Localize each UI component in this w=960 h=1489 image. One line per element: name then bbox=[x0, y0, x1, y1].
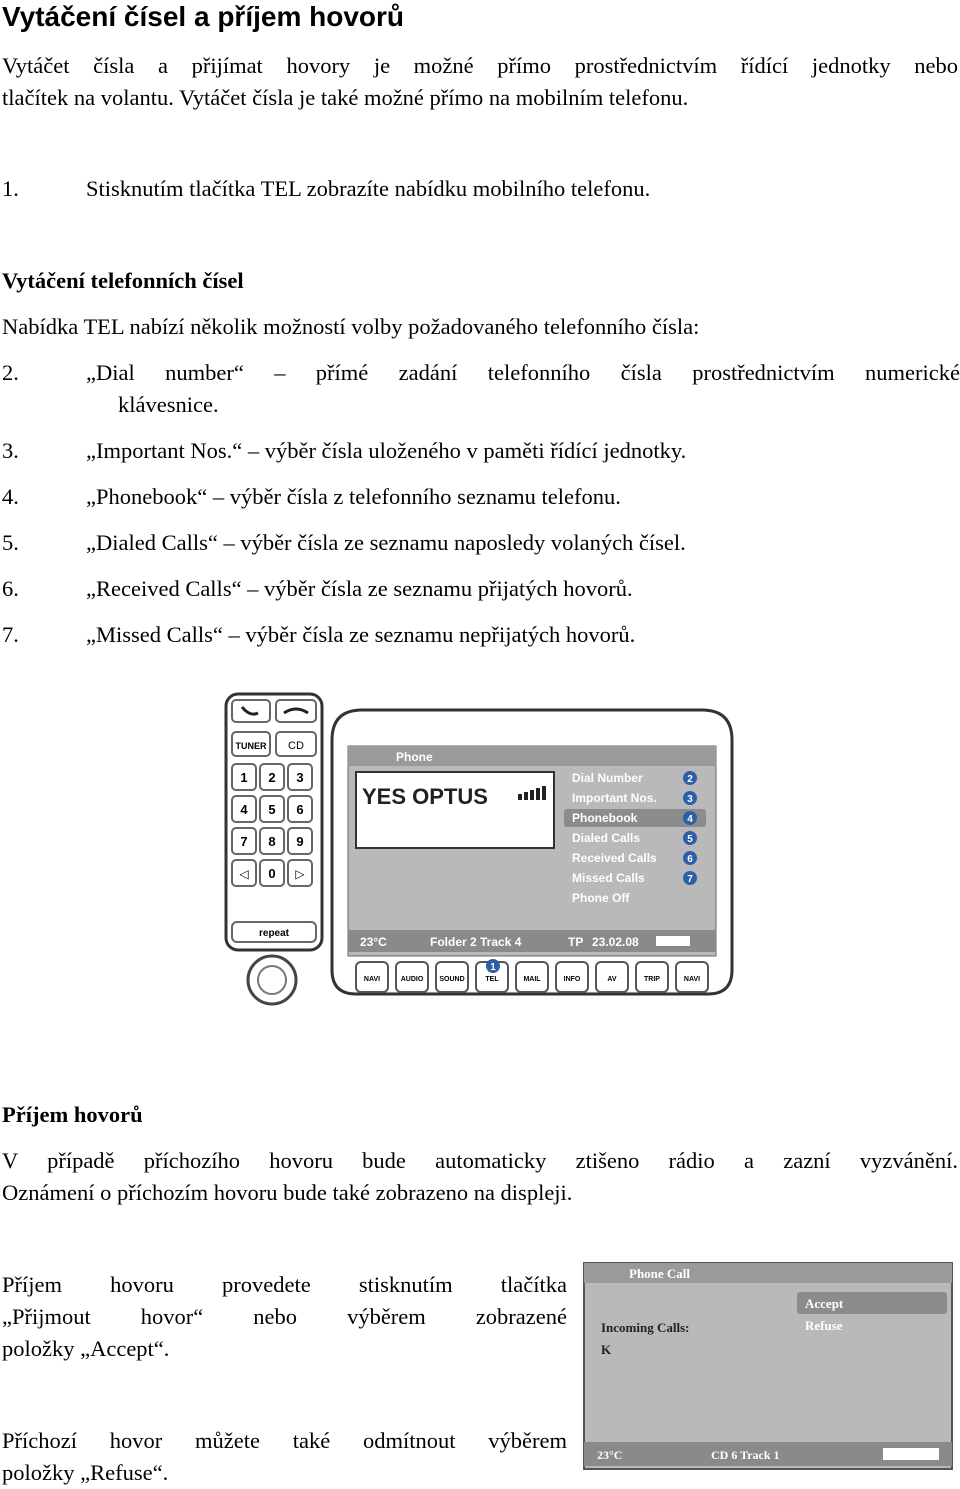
option-number: 2. bbox=[2, 360, 19, 385]
refuse-option[interactable]: Refuse bbox=[805, 1318, 843, 1333]
status-track: Folder 2 Track 4 bbox=[430, 935, 522, 949]
caller-name: K bbox=[601, 1342, 612, 1357]
option-number: 5. bbox=[2, 530, 19, 555]
option-text: „Received Calls“ – výběr čísla ze seznamu přijatých hovorů. bbox=[86, 576, 633, 601]
hardware-button-label: SOUND bbox=[439, 976, 465, 983]
volume-down-icon: ◁ bbox=[239, 867, 249, 881]
incoming-call-screen bbox=[583, 1262, 953, 1475]
control-unit-svg bbox=[220, 690, 740, 1010]
option-text bbox=[86, 357, 960, 421]
menu-badge-number: 6 bbox=[687, 854, 693, 865]
option-text-line: klávesnice. bbox=[118, 392, 219, 417]
hangup-key[interactable] bbox=[276, 700, 316, 722]
hardware-button-label: AUDIO bbox=[400, 976, 424, 983]
status-graphic bbox=[656, 936, 690, 946]
tuner-label: TUNER bbox=[235, 741, 267, 751]
receive-heading: Příjem hovorů bbox=[2, 1102, 143, 1127]
hardware-button-label: TRIP bbox=[644, 976, 660, 983]
display-header: Phone bbox=[396, 750, 433, 764]
option-text: „Missed Calls“ – výběr čísla ze seznamu nepřijatých hovorů. bbox=[86, 622, 636, 647]
refuse-paragraph bbox=[2, 1425, 567, 1489]
menu-item[interactable]: Phonebook bbox=[572, 811, 638, 825]
dial-intro: Nabídka TEL nabízí několik možností volby požadovaného telefonního čísla: bbox=[2, 314, 700, 339]
accept-line: položky „Accept“. bbox=[2, 1336, 170, 1361]
hardware-button-label: NAVI bbox=[363, 976, 381, 983]
cd-label: CD bbox=[288, 740, 304, 752]
receive-line-2: Oznámení o příchozím hovoru bude také zobrazeno na displeji. bbox=[2, 1180, 573, 1205]
menu-item[interactable]: Phone Off bbox=[572, 891, 630, 905]
refuse-line: položky „Refuse“. bbox=[2, 1460, 169, 1485]
accept-option[interactable]: Accept bbox=[805, 1296, 844, 1311]
option-text: „Important Nos.“ – výběr čísla uloženého v paměti řídící jednotky. bbox=[86, 438, 687, 463]
hardware-button-label: NAVI bbox=[683, 976, 701, 983]
incoming-label: Incoming Calls: bbox=[601, 1320, 690, 1335]
step-number: 1. bbox=[2, 176, 19, 201]
rotary-knob-center bbox=[258, 966, 286, 994]
option-number: 3. bbox=[2, 438, 19, 463]
number-key-label: 9 bbox=[296, 834, 304, 849]
status-temp: 23°C bbox=[360, 935, 387, 949]
menu-item[interactable]: Important Nos. bbox=[572, 791, 657, 805]
menu-badge-number: 3 bbox=[687, 794, 693, 805]
call-status-temp: 23°C bbox=[597, 1448, 623, 1462]
receive-line-1: V případě příchozího hovoru bude automaticky ztišeno rádio a zazní vyzvánění. bbox=[2, 1148, 958, 1173]
menu-badge-number: 5 bbox=[687, 834, 693, 845]
number-key-label: 8 bbox=[268, 834, 276, 849]
call-header: Phone Call bbox=[629, 1266, 691, 1281]
call-status-track: CD 6 Track 1 bbox=[711, 1448, 780, 1462]
operator-name: YES OPTUS bbox=[362, 784, 488, 809]
call-key[interactable] bbox=[232, 700, 270, 722]
menu-item[interactable]: Dialed Calls bbox=[572, 831, 641, 845]
hardware-buttons bbox=[356, 962, 708, 992]
number-key-label: 0 bbox=[268, 866, 276, 881]
number-key-label: 2 bbox=[268, 770, 276, 785]
dial-heading: Vytáčení telefonních čísel bbox=[2, 268, 244, 293]
number-key-label: 4 bbox=[240, 802, 248, 817]
hardware-button-label: INFO bbox=[563, 976, 581, 983]
menu-badge-number: 2 bbox=[687, 774, 693, 785]
number-key-label: 6 bbox=[296, 802, 304, 817]
menu-badge-number: 4 bbox=[687, 814, 693, 825]
accept-paragraph bbox=[2, 1269, 567, 1365]
number-key-label: 7 bbox=[240, 834, 248, 849]
number-key-label: 1 bbox=[240, 770, 248, 785]
option-text: „Phonebook“ – výběr čísla z telefonního seznamu telefonu. bbox=[86, 484, 621, 509]
tel-badge-number: 1 bbox=[490, 962, 496, 973]
menu-item[interactable]: Missed Calls bbox=[572, 871, 645, 885]
number-key-label: 5 bbox=[268, 802, 276, 817]
option-number: 7. bbox=[2, 622, 19, 647]
accept-line: Příjem hovoru provedete stisknutím tlačítka bbox=[2, 1272, 567, 1297]
option-text-line: „Dial number“ – přímé zadání telefonního čísla prostřednictvím numerické bbox=[86, 360, 960, 385]
control-unit-illustration bbox=[220, 690, 740, 1015]
option-number: 4. bbox=[2, 484, 19, 509]
page-title: Vytáčení čísel a příjem hovorů bbox=[2, 1, 405, 32]
number-key-label: 3 bbox=[296, 770, 304, 785]
intro-line-2: tlačítek na volantu. Vytáčet čísla je také možné přímo na mobilním telefonu. bbox=[2, 85, 689, 110]
intro-line-1: Vytáčet čísla a přijímat hovory je možné přímo prostřednictvím řídící jednotky nebo bbox=[2, 53, 958, 78]
hardware-button-label: AV bbox=[607, 976, 617, 983]
hardware-button-label: MAIL bbox=[523, 976, 541, 983]
hardware-button-label: TEL bbox=[485, 976, 499, 983]
option-text: „Dialed Calls“ – výběr čísla ze seznamu naposledy volaných čísel. bbox=[86, 530, 686, 555]
call-status-graphic bbox=[883, 1448, 939, 1460]
volume-up-icon: ▷ bbox=[295, 867, 305, 881]
status-date: 23.02.08 bbox=[592, 935, 639, 949]
status-tp: TP bbox=[568, 935, 584, 949]
menu-item[interactable]: Dial Number bbox=[572, 771, 643, 785]
menu-item[interactable]: Received Calls bbox=[572, 851, 657, 865]
option-number: 6. bbox=[2, 576, 19, 601]
accept-line: „Přijmout hovor“ nebo výběrem zobrazené bbox=[2, 1304, 567, 1329]
step-text: Stisknutím tlačítka TEL zobrazíte nabídku mobilního telefonu. bbox=[86, 176, 651, 201]
refuse-line: Příchozí hovor můžete také odmítnout výběrem bbox=[2, 1428, 567, 1453]
repeat-label: repeat bbox=[258, 928, 290, 939]
menu-badge-number: 7 bbox=[687, 874, 693, 885]
incoming-call-svg bbox=[583, 1262, 953, 1470]
